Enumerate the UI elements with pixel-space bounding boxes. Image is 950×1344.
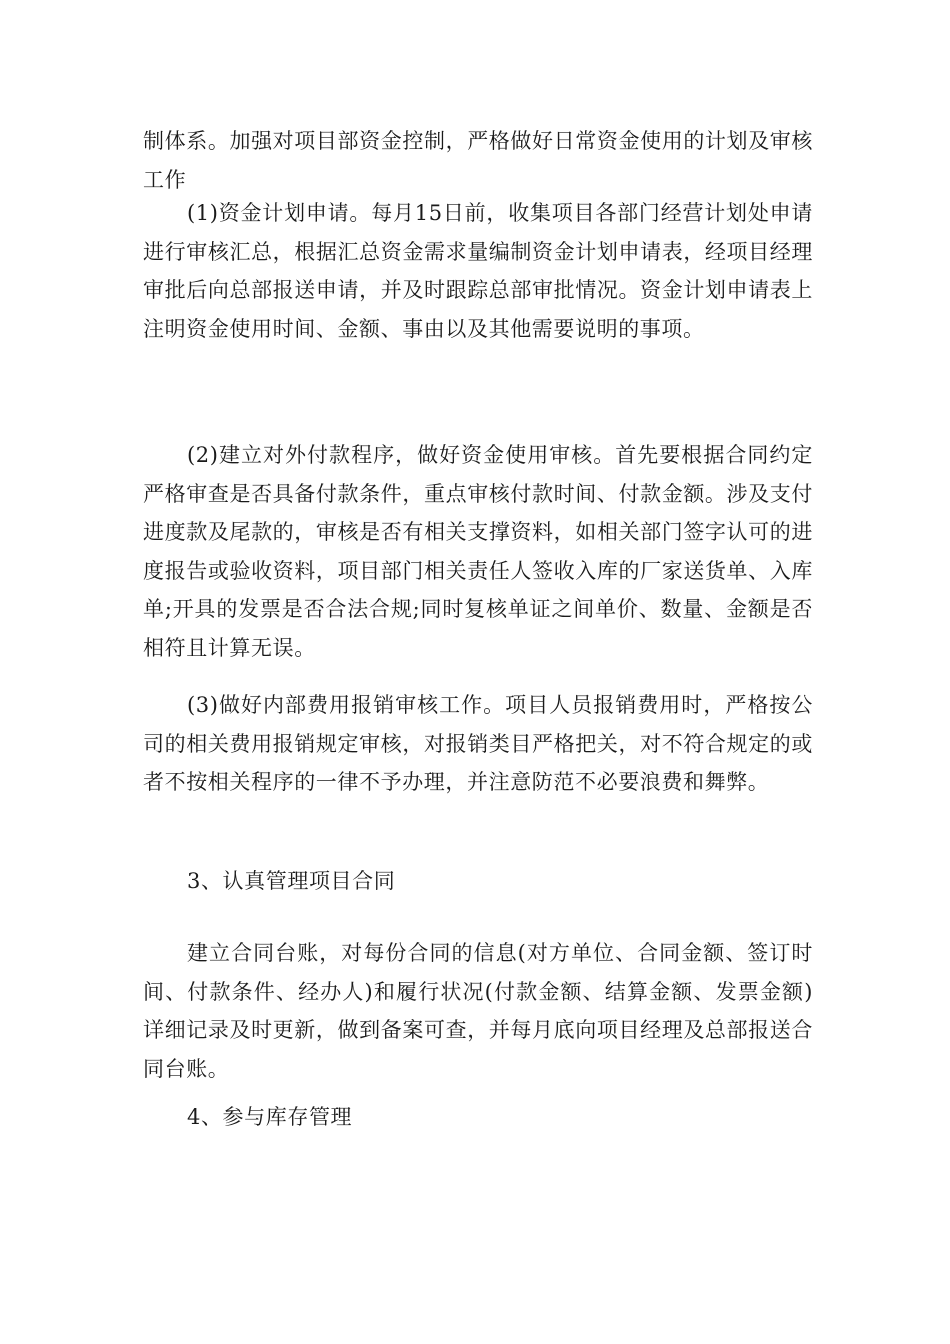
paragraph-expense-reimbursement: (3)做好内部费用报销审核工作。项目人员报销费用时，严格按公司的相关费用报销规定审核，对报销类目严格把关，对不符合规定的或者不按相关程序的一律不予办理，并注意防范不必要浪费和舞弊。 — [143, 693, 813, 794]
paragraph-payment-procedure: (2)建立对外付款程序，做好资金使用审核。首先要根据合同约定严格审查是否具备付款条件，重点审核付款时间、付款金额。涉及支付进度款及尾款的，审核是否有相关支撑资料，如相关部门签字认可的进度报告或验收资料，项目部门相关责任人签收入库的厂家送货单、入库单;开具的发票是否合法合规;同时复核单证之间单价、数量、金额是否相符且计算无误。 — [143, 443, 813, 660]
paragraph-continuation: 制体系。加强对项目部资金控制，严格做好日常资金使用的计划及审核工作 — [143, 129, 813, 192]
section-heading-inventory-management: 4、参与库存管理 — [187, 1105, 353, 1129]
paragraph-contract-ledger: 建立合同台账，对每份合同的信息(对方单位、合同金额、签订时间、付款条件、经办人)和履行状况(付款金额、结算金额、发票金额)详细记录及时更新，做到备案可查，并每月底向项目经理及总部报送合同台账。 — [143, 941, 813, 1081]
section-heading-contract-management: 3、认真管理项目合同 — [187, 869, 396, 893]
paragraph-fund-plan-application: (1)资金计划申请。每月15日前，收集项目各部门经营计划处申请进行审核汇总，根据汇总资金需求量编制资金计划申请表，经项目经理审批后向总部报送申请，并及时跟踪总部审批情况。资金计划申请表上注明资金使用时间、金额、事由以及其他需要说明的事项。 — [143, 201, 813, 341]
